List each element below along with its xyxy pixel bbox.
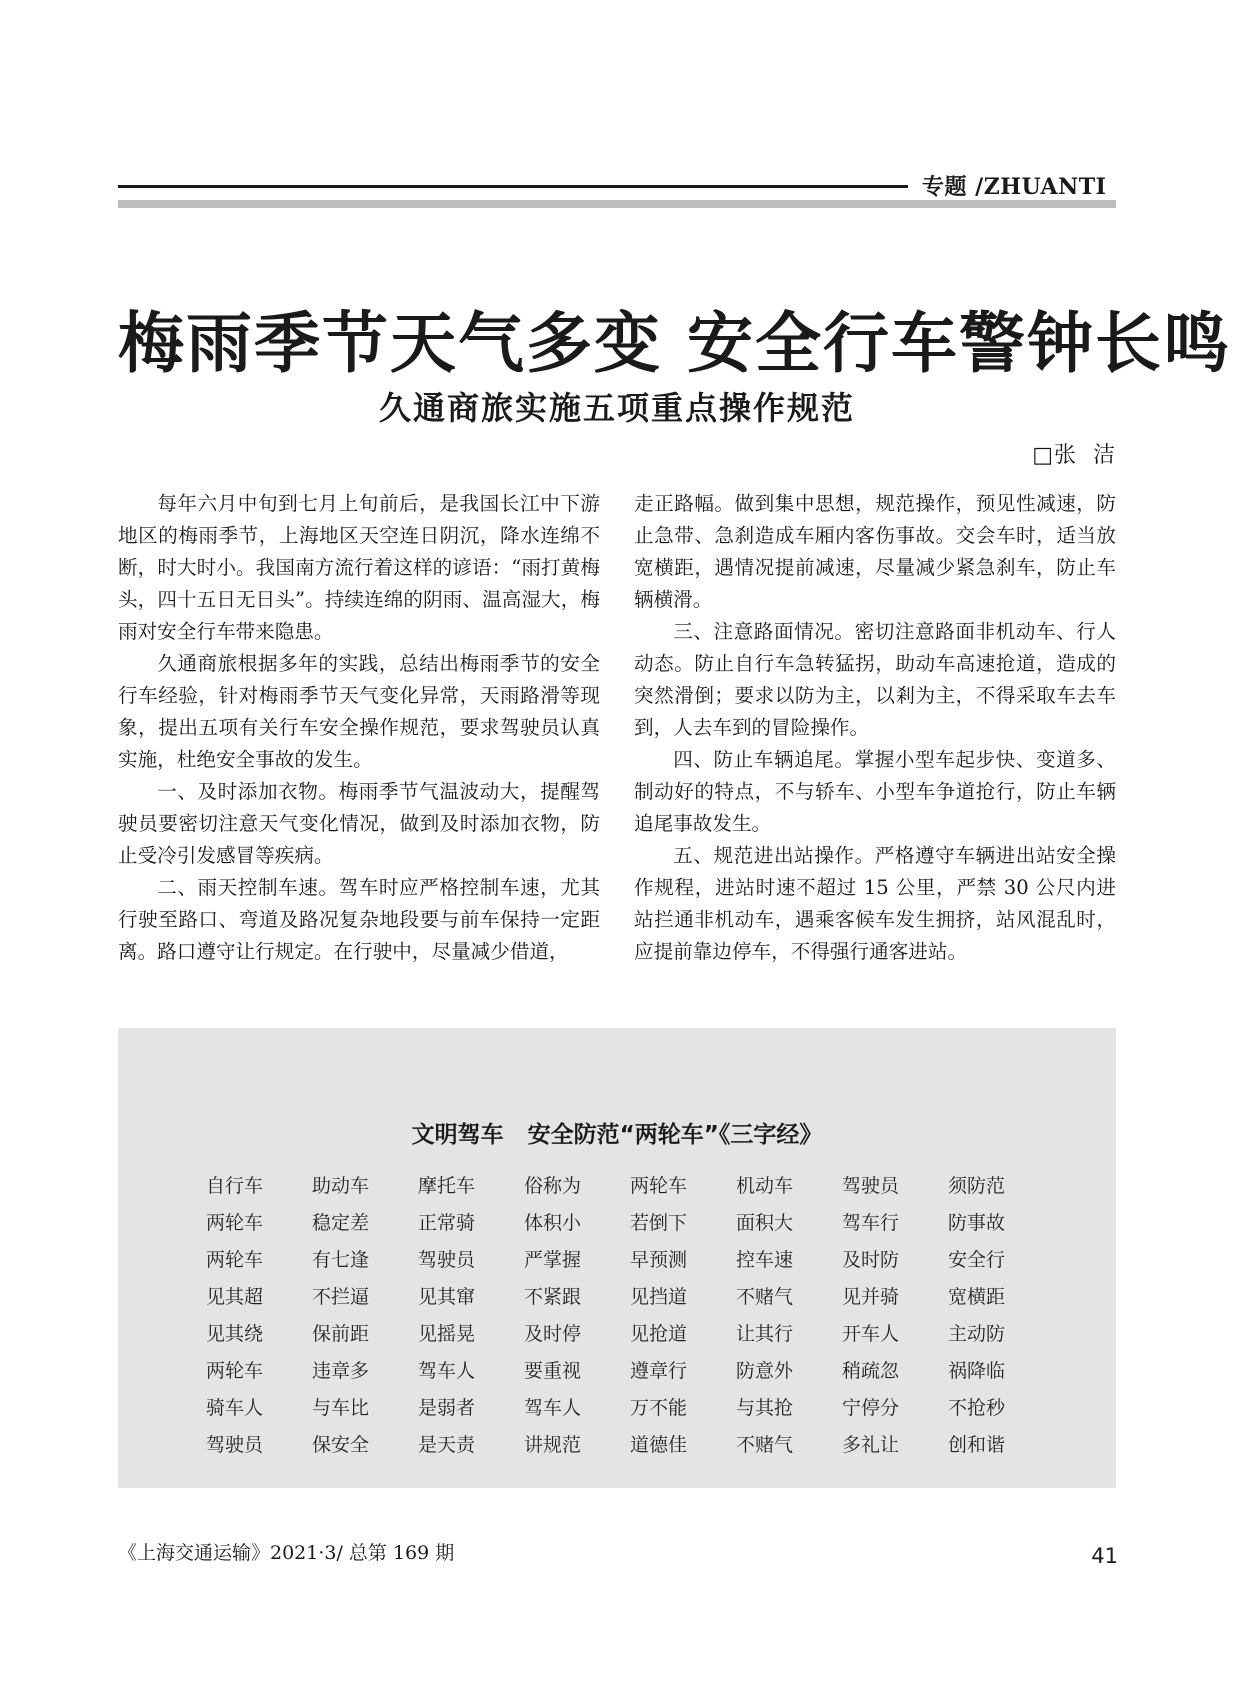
header-gray-bar — [118, 200, 1116, 208]
paragraph: 三、注意路面情况。密切注意路面非机动车、行人动态。防止自行车急转猛拐，助动车高速抢道，造成的突然滑倒；要求以防为主，以剎为主，不得采取车去车到，人去车到的冒险操作。 — [634, 620, 1116, 739]
verse-cell: 安全行 — [948, 1249, 1006, 1271]
verse-cell: 两轮车 — [206, 1249, 264, 1271]
verse-cell: 多礼让 — [842, 1434, 900, 1456]
article-title: 梅雨季节天气多变 安全行车警钟长鸣 — [118, 305, 1231, 382]
verse-cell: 要重视 — [524, 1360, 582, 1382]
verse-cell: 让其行 — [736, 1323, 794, 1345]
verse-cell: 两轮车 — [206, 1360, 264, 1382]
sidebar-title: 文明驾车 安全防范“两轮车”《三字经》 — [411, 1122, 823, 1148]
verse-cell: 道德佳 — [630, 1434, 688, 1456]
verse-cell: 两轮车 — [206, 1212, 264, 1234]
verse-cell: 见其超 — [206, 1286, 264, 1308]
verse-cell: 若倒下 — [630, 1212, 688, 1234]
verse-cell: 祸降临 — [948, 1360, 1006, 1382]
verse-cell: 稍疏忽 — [842, 1360, 900, 1382]
verse-cell: 与车比 — [312, 1397, 370, 1419]
verse-cell: 宁停分 — [842, 1397, 900, 1419]
paragraph-continuation: 走正路幅。做到集中思想，规范操作，预见性减速，防止急带、急刹造成车厢内客伤事故。交会车时，适当放宽横距，遇情况提前减速，尽量减少紧急刹车，防止车辆横滑。 — [634, 492, 1116, 611]
verse-cell: 见摇晃 — [418, 1323, 476, 1345]
verse-grid — [206, 1168, 1036, 1464]
verse-cell: 不紧跟 — [524, 1286, 582, 1308]
verse-cell: 主动防 — [948, 1323, 1006, 1345]
journal-info: 《上海交通运输》2021·3/ 总第 169 期 — [118, 1542, 455, 1564]
verse-cell: 不抢秒 — [948, 1397, 1006, 1419]
verse-cell: 宽横距 — [948, 1286, 1006, 1308]
verse-cell: 体积小 — [524, 1212, 582, 1234]
verse-cell: 正常骑 — [418, 1212, 476, 1234]
verse-cell: 不拦逼 — [312, 1286, 370, 1308]
header-rule — [118, 185, 908, 188]
verse-cell: 创和谐 — [948, 1434, 1006, 1456]
left-column — [118, 488, 600, 968]
verse-cell: 早预测 — [630, 1249, 688, 1271]
verse-cell: 驾驶员 — [842, 1175, 900, 1197]
paragraph: 二、雨天控制车速。驾车时应严格控制车速，尤其行驶至路口、弯道及路况复杂地段要与前车保持一定距离。路口遵守让行规定。在行驶中，尽量减少借道， — [118, 876, 600, 963]
verse-cell: 及时防 — [842, 1249, 900, 1271]
verse-cell: 面积大 — [736, 1212, 794, 1234]
verse-cell: 见抢道 — [630, 1323, 688, 1345]
verse-cell: 俗称为 — [524, 1175, 582, 1197]
verse-cell: 讲规范 — [524, 1434, 582, 1456]
verse-cell: 见挡道 — [630, 1286, 688, 1308]
verse-cell: 机动车 — [736, 1175, 794, 1197]
right-column — [634, 488, 1116, 968]
article-author: □张 洁 — [1032, 443, 1116, 468]
paragraph: 久通商旅根据多年的实践，总结出梅雨季节的安全行车经验，针对梅雨季节天气变化异常，天雨路滑等现象，提出五项有关行车安全操作规范，要求驾驶员认真实施，杜绝安全事故的发生。 — [118, 652, 600, 771]
verse-cell: 助动车 — [312, 1175, 370, 1197]
verse-cell: 驾车人 — [524, 1397, 582, 1419]
verse-cell: 防事故 — [948, 1212, 1006, 1234]
verse-cell: 不赌气 — [736, 1286, 794, 1308]
verse-cell: 骑车人 — [206, 1397, 264, 1419]
verse-cell: 须防范 — [948, 1175, 1006, 1197]
verse-cell: 驾驶员 — [418, 1249, 476, 1271]
paragraph: 一、及时添加衣物。梅雨季节气温波动大，提醒驾驶员要密切注意天气变化情况，做到及时添加衣物，防止受冷引发感冒等疾病。 — [118, 780, 600, 867]
verse-cell: 两轮车 — [630, 1175, 688, 1197]
verse-cell: 防意外 — [736, 1360, 794, 1382]
verse-cell: 保安全 — [312, 1434, 370, 1456]
page-number: 41 — [1091, 1544, 1118, 1568]
verse-cell: 见并骑 — [842, 1286, 900, 1308]
verse-cell: 驾车行 — [842, 1212, 900, 1234]
verse-cell: 及时停 — [524, 1323, 582, 1345]
verse-cell: 开车人 — [842, 1323, 900, 1345]
paragraph: 五、规范进出站操作。严格遵守车辆进出站安全操作规程，进站时速不超过 15 公里，严禁 30 公尺内进站拦通非机动车，遇乘客候车发生拥挤，站风混乱时，应提前靠边停车，不得强行通客进站。 — [634, 844, 1116, 963]
verse-cell: 控车速 — [736, 1249, 794, 1271]
verse-cell: 驾车人 — [418, 1360, 476, 1382]
verse-cell: 驾驶员 — [206, 1434, 264, 1456]
verse-cell: 遵章行 — [630, 1360, 688, 1382]
section-label: 专题 /ZHUANTI — [922, 174, 1107, 200]
verse-cell: 不赌气 — [736, 1434, 794, 1456]
sidebar-box — [118, 1028, 1116, 1488]
verse-cell: 自行车 — [206, 1175, 264, 1197]
article-subtitle: 久通商旅实施五项重点操作规范 — [378, 389, 855, 427]
paragraph: 每年六月中旬到七月上旬前后，是我国长江中下游地区的梅雨季节，上海地区天空连日阴沉，降水连绵不断，时大时小。我国南方流行着这样的谚语：“雨打黄梅头，四十五日无日头”。持续连绵的阴雨、温高湿大，梅雨对安全行车带来隐患。 — [118, 492, 600, 643]
verse-cell: 违章多 — [312, 1360, 370, 1382]
verse-cell: 有七逢 — [312, 1249, 370, 1271]
verse-cell: 与其抢 — [736, 1397, 794, 1419]
verse-cell: 摩托车 — [418, 1175, 476, 1197]
verse-cell: 万不能 — [630, 1397, 688, 1419]
verse-cell: 是天责 — [418, 1434, 476, 1456]
verse-cell: 稳定差 — [312, 1212, 370, 1234]
verse-cell: 严掌握 — [524, 1249, 582, 1271]
paragraph: 四、防止车辆追尾。掌握小型车起步快、变道多、制动好的特点，不与轿车、小型车争道抢行，防止车辆追尾事故发生。 — [634, 748, 1116, 835]
verse-cell: 是弱者 — [418, 1397, 476, 1419]
verse-cell: 保前距 — [312, 1323, 370, 1345]
verse-cell: 见其窜 — [418, 1286, 476, 1308]
verse-cell: 见其绕 — [206, 1323, 264, 1345]
